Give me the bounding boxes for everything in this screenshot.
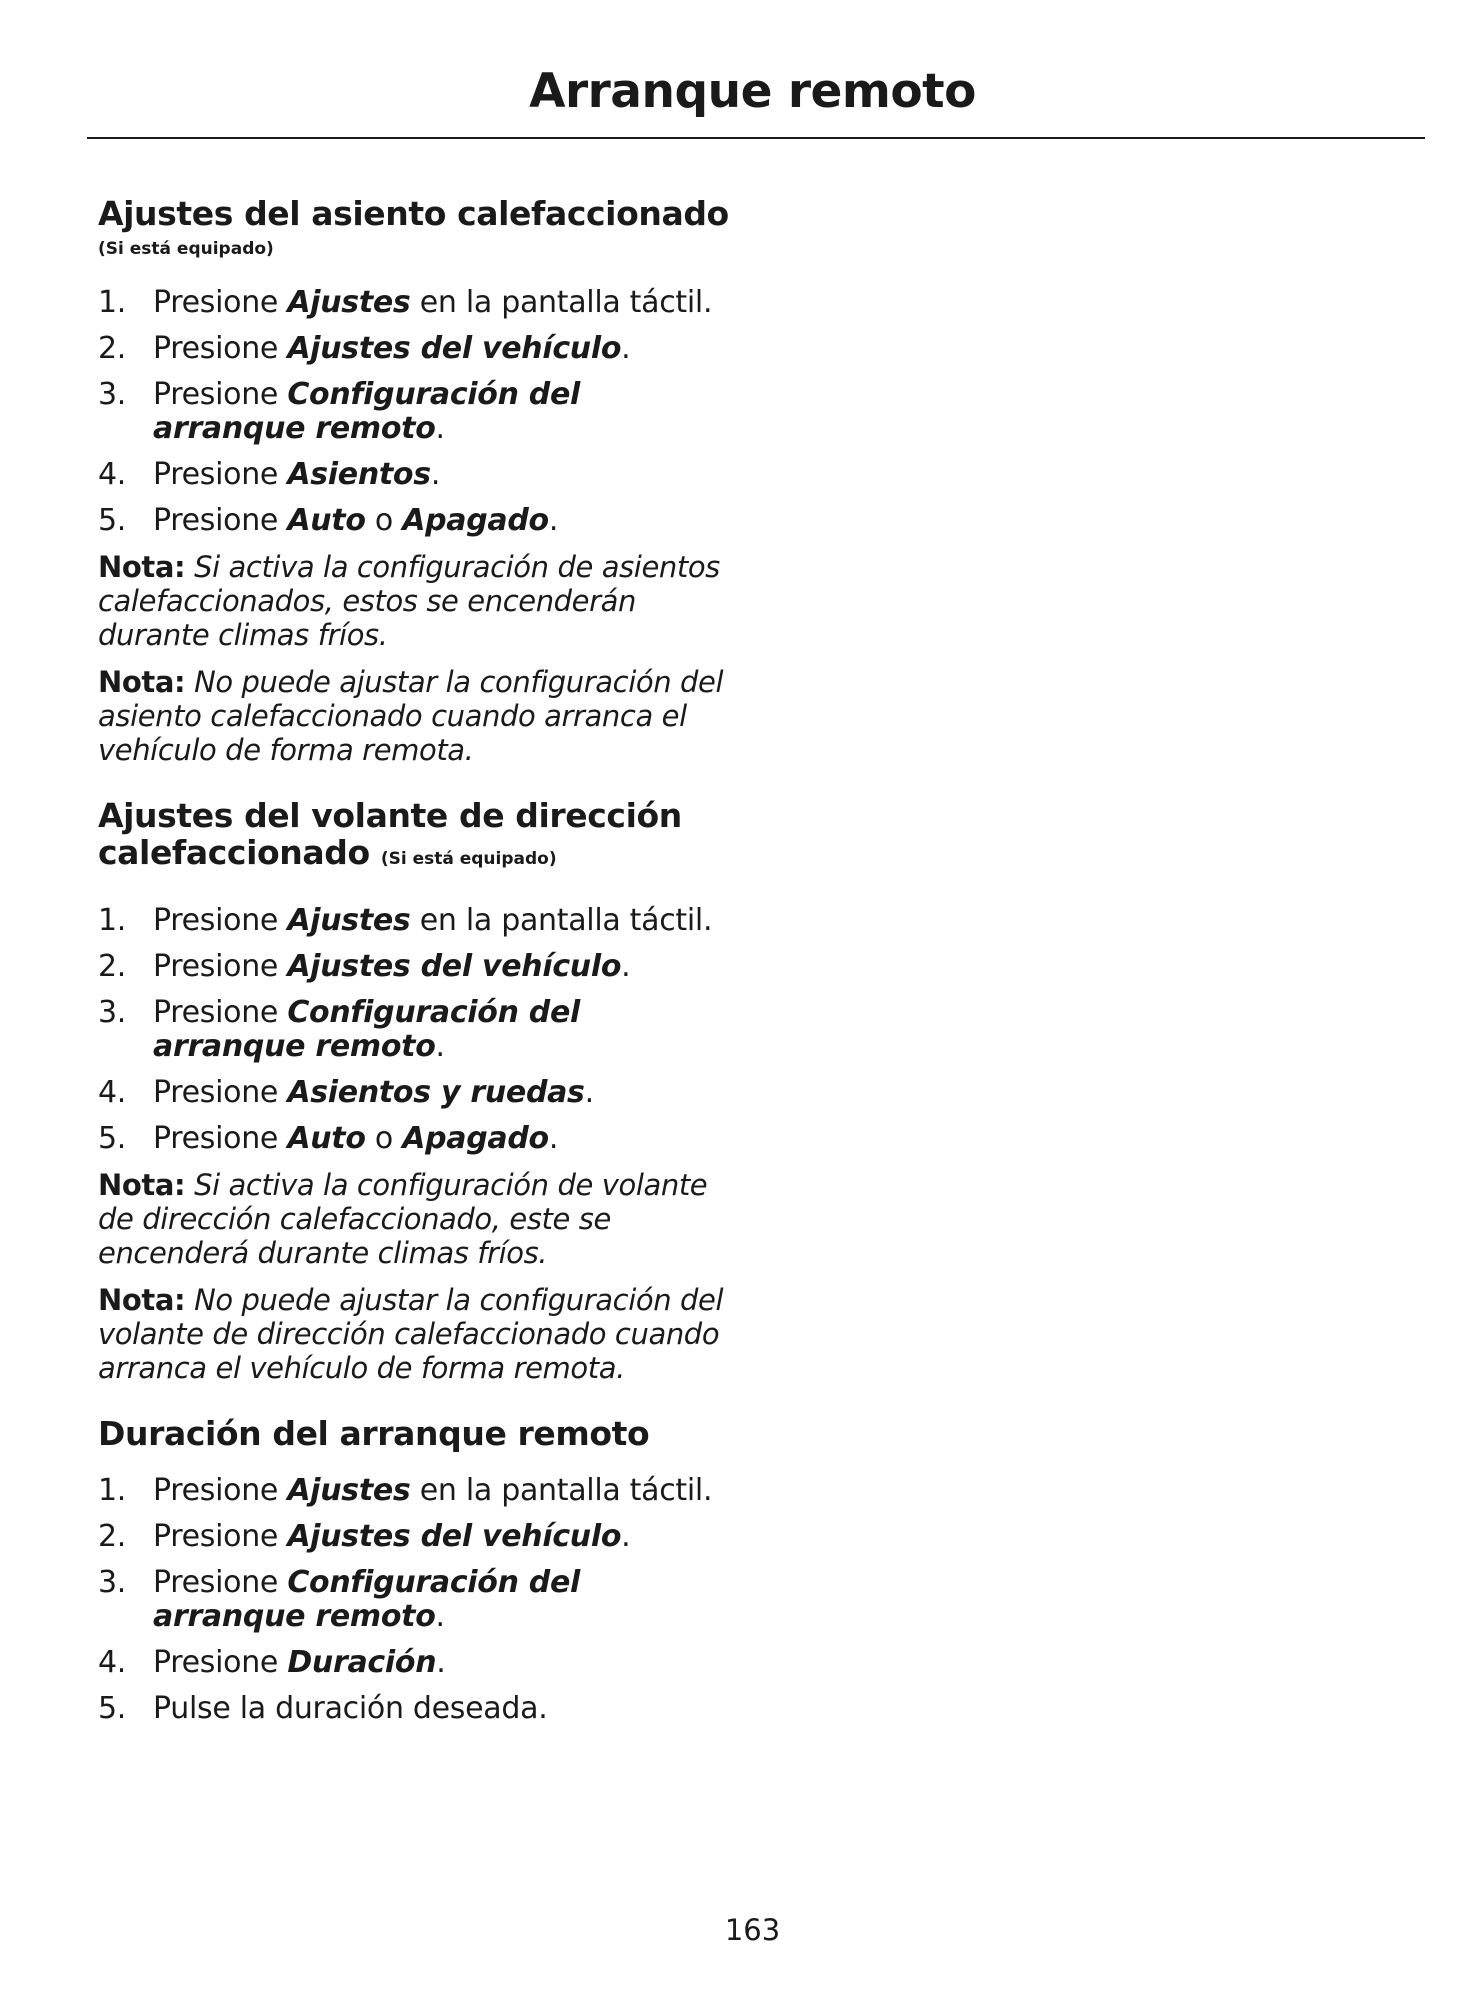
page-title: Arranque remoto (529, 64, 976, 119)
title-divider (87, 137, 1425, 139)
list-item: 5. Presione Auto o Apagado. (98, 503, 559, 538)
step-list (98, 1474, 733, 1726)
list-item: 4. Presione Asientos y ruedas. (98, 1075, 594, 1110)
step-list (98, 904, 733, 1156)
list-item: 1. Presione Ajustes en la pantalla táctil. (98, 1473, 713, 1508)
equipped-note: (Si está equipado) (98, 239, 274, 259)
section-heated-seat (98, 195, 733, 767)
list-item: 1. Presione Ajustes en la pantalla táctil. (98, 903, 713, 938)
note: Nota: Si activa la configuración de asientos calefaccionados, estos se encenderán durante climas fríos. (98, 550, 720, 652)
section-heated-steering-wheel (98, 797, 733, 1385)
section-heading: Ajustes del asiento calefaccionado (98, 194, 729, 233)
section-heading: Ajustes del volante de dirección calefaccionado (Si está equipado) (98, 796, 682, 872)
step-list (98, 286, 733, 538)
list-item: 1. Presione Ajustes en la pantalla táctil. (98, 285, 713, 320)
note: Nota: No puede ajustar la configuración del asiento calefaccionado cuando arranca el vehículo de forma remota. (98, 665, 724, 767)
list-item: 4. Presione Duración. (98, 1645, 446, 1680)
equipped-note: (Si está equipado) (380, 849, 557, 869)
list-item: 3. Presione Configuración del arranque remoto. (98, 377, 581, 446)
content-column (98, 195, 733, 1738)
list-item: 5. Pulse la duración deseada. (98, 1691, 548, 1726)
list-item: 2. Presione Ajustes del vehículo. (98, 1519, 631, 1554)
note: Nota: No puede ajustar la configuración del volante de dirección calefaccionado cuando arranca el vehículo de forma remota. (98, 1283, 724, 1385)
list-item: 3. Presione Configuración del arranque remoto. (98, 1565, 581, 1634)
list-item: 5. Presione Auto o Apagado. (98, 1121, 559, 1156)
list-item: 2. Presione Ajustes del vehículo. (98, 331, 631, 366)
section-remote-start-duration (98, 1415, 733, 1726)
list-item: 2. Presione Ajustes del vehículo. (98, 949, 631, 984)
note: Nota: Si activa la configuración de volante de dirección calefaccionado, este se encenderá durante climas fríos. (98, 1168, 708, 1270)
list-item: 3. Presione Configuración del arranque remoto. (98, 995, 581, 1064)
page-number: 163 (724, 1913, 781, 1947)
list-item: 4. Presione Asientos. (98, 457, 441, 492)
section-heading: Duración del arranque remoto (98, 1414, 650, 1453)
